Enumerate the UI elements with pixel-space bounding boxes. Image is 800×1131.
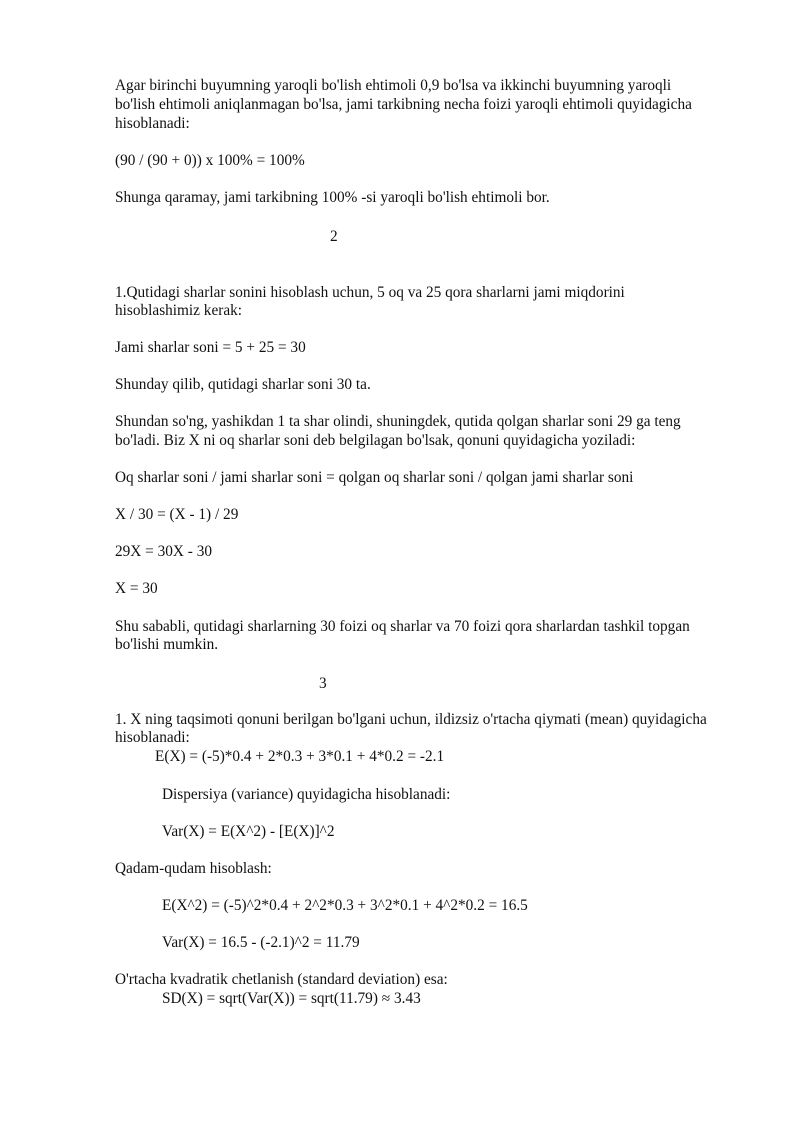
section2-line-2: hisoblashimiz kerak: xyxy=(115,302,243,319)
variance-formula: Var(X) = E(X^2) - [E(X)]^2 xyxy=(162,823,335,840)
intro-line-2: bo'lish ehtimoli aniqlanmagan bo'lsa, jami tarkibning necha foizi yaroqli ehtimoli quyidagicha xyxy=(115,96,692,113)
variance-value: Var(X) = 16.5 - (-2.1)^2 = 11.79 xyxy=(162,934,360,951)
page-number-3: 3 xyxy=(319,675,327,692)
total-balls: Jami sharlar soni = 5 + 25 = 30 xyxy=(115,339,306,356)
ex2-formula: E(X^2) = (-5)^2*0.4 + 2^2*0.3 + 3^2*0.1 + 4^2*0.2 = 16.5 xyxy=(162,897,528,914)
intro-line-1: Agar birinchi buyumning yaroqli bo'lish ehtimoli 0,9 bo'lsa va ikkinchi buyumning yaroqli xyxy=(115,77,672,94)
equation-2: 29X = 30X - 30 xyxy=(115,543,213,560)
intro-conclusion: Shunga qaramay, jami tarkibning 100% -si yaroqli bo'lish ehtimoli bor. xyxy=(115,189,550,206)
sd-intro: O'rtacha kvadratik chetlanish (standard deviation) esa: xyxy=(115,971,448,988)
total-conclusion: Shunday qilib, qutidagi sharlar soni 30 ta. xyxy=(115,376,371,393)
section3-line-1: 1. X ning taqsimoti qonuni berilgan bo'lgani uchun, ildizsiz o'rtacha qiymati (mean) quyidagicha xyxy=(115,711,707,728)
section2-p2-line-2: bo'ladi. Biz X ni oq sharlar soni deb belgilagan bo'lsak, qonuni quyidagicha yoziladi: xyxy=(115,432,636,449)
page-number-2: 2 xyxy=(330,228,338,245)
section2-end-line-2: bo'lishi mumkin. xyxy=(115,636,219,653)
section3-line-2: hisoblanadi: xyxy=(115,729,190,746)
intro-line-3: hisoblanadi: xyxy=(115,115,190,132)
section2-end-line-1: Shu sababli, qutidagi sharlarning 30 foizi oq sharlar va 70 foizi qora sharlardan tashkil topgan xyxy=(115,618,690,635)
step-title: Qadam-qudam hisoblash: xyxy=(115,860,272,877)
variance-intro: Dispersiya (variance) quyidagicha hisoblanadi: xyxy=(162,786,451,803)
equation-3: X = 30 xyxy=(115,580,158,597)
section2-p2-line-1: Shundan so'ng, yashikdan 1 ta shar olindi, shuningdek, qutida qolgan sharlar soni 29 ga teng xyxy=(115,413,681,430)
mean-formula: E(X) = (-5)*0.4 + 2*0.3 + 3*0.1 + 4*0.2 = -2.1 xyxy=(155,748,445,765)
ratio-statement: Oq sharlar soni / jami sharlar soni = qolgan oq sharlar soni / qolgan jami sharlar soni xyxy=(115,469,634,486)
intro-formula: (90 / (90 + 0)) x 100% = 100% xyxy=(115,152,305,169)
sd-formula: SD(X) = sqrt(Var(X)) = sqrt(11.79) ≈ 3.43 xyxy=(162,990,421,1007)
section2-line-1: 1.Qutidagi sharlar sonini hisoblash uchun, 5 oq va 25 qora sharlarni jami miqdorini xyxy=(115,284,625,301)
equation-1: X / 30 = (X - 1) / 29 xyxy=(115,506,239,523)
